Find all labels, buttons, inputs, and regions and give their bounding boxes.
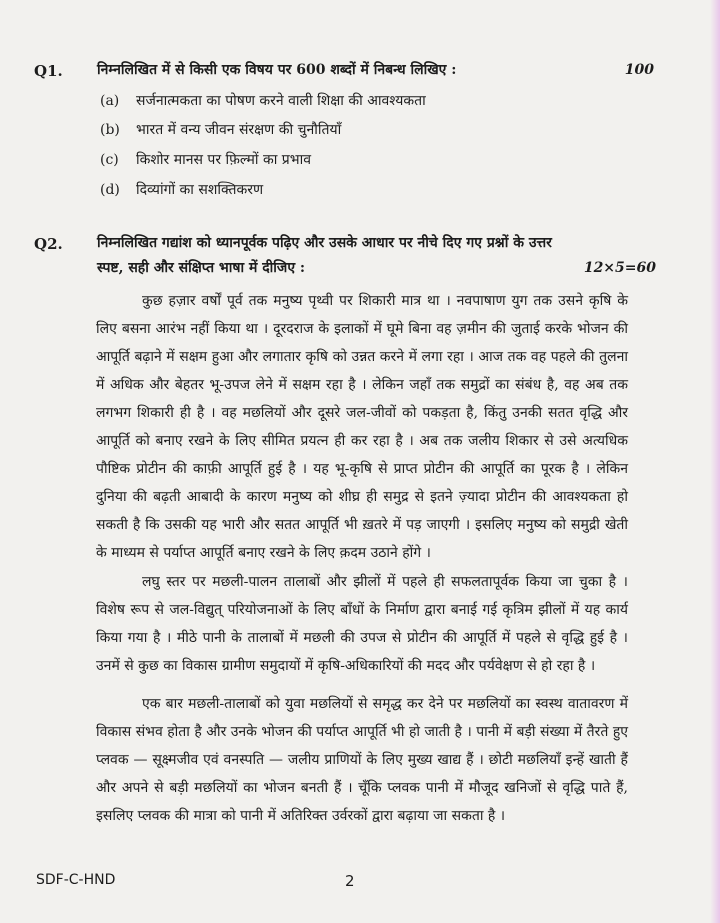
option-text: भारत में वन्य जीवन संरक्षण की चुनौतियाँ <box>136 122 342 138</box>
option-label: (d) <box>100 182 120 198</box>
question-2-marks: 12×5=60 <box>583 260 656 276</box>
question-2-text-line-2: स्पष्ट, सही और संक्षिप्त भाषा में दीजिए : <box>97 260 306 276</box>
question-1-option-c <box>100 150 311 170</box>
question-1-text: निम्नलिखित में से किसी एक विषय पर 600 शब्दों में निबन्ध लिखिए : <box>97 62 457 78</box>
page-edge-shading <box>710 0 720 923</box>
option-label: (c) <box>100 152 119 168</box>
question-2-text-line-1: निम्नलिखित गद्यांश को ध्यानपूर्वक पढ़िए और उसके आधार पर नीचे दिए गए प्रश्नों के उत्तर <box>97 235 552 251</box>
passage-paragraph-3: एक बार मछली-तालाबों को युवा मछलियों से समृद्ध कर देने पर मछलियों का स्वस्थ वातावरण में विकास संभव होता है और उनके भोजन की पर्याप्त आपूर्ति भी हो जाती है । पानी में बड़ी संख्या में तैरते हुए प्लवक — सूक्ष्मजीव एवं वनस्पति — जलीय प्राणियों के लिए मुख्य खाद्य हैं । छोटी मछलियाँ इन्हें खाती हैं और अपने से बड़ी मछलियों का भोजन बनती हैं । चूँकि प्लवक पानी में मौजूद खनिजों से वृद्धि पाते हैं, इसलिए प्लवक की मात्रा को पानी में अतिरिक्त उर्वरकों द्वारा बढ़ाया जा सकता है । <box>96 696 628 824</box>
question-1-marks: 100 <box>624 62 654 78</box>
page-number: 2 <box>345 872 355 890</box>
paper-code: SDF-C-HND <box>36 872 116 888</box>
passage-paragraph-2: लघु स्तर पर मछली-पालन तालाबों और झीलों में पहले ही सफलतापूर्वक किया जा चुका है । विशेष रूप से जल-विद्युत् परियोजनाओं के लिए बाँधों के निर्माण द्वारा बनाई गई कृत्रिम झीलों में यह कार्य किया गया है । मीठे पानी के तालाबों में मछली की उपज से प्रोटीन की आपूर्ति में पहले से वृद्धि हुई है । उनमें से कुछ का विकास ग्रामीण समुदायों में कृषि-अधिकारियों की मदद और पर्यवेक्षण से हो रहा है । <box>96 574 628 674</box>
question-2-number: Q2. <box>34 235 63 253</box>
question-1-number: Q1. <box>34 62 63 80</box>
passage-paragraph-1: कुछ हज़ार वर्षों पूर्व तक मनुष्य पृथ्वी पर शिकारी मात्र था । नवपाषाण युग तक उसने कृषि के लिए बसना आरंभ नहीं किया था । दूरदराज के इलाकों में घूमे बिना वह ज़मीन की जुताई करके भोजन की आपूर्ति बढ़ाने में सक्षम हुआ और लगातार कृषि को उन्नत करने में लगा रहा । आज तक वह पहले की तुलना में अधिक और बेहतर भू-उपज लेने में सक्षम रहा है । लेकिन जहाँ तक समुद्रों का संबंध है, वह अब तक लगभग शिकारी ही है । वह मछलियों और दूसरे जल-जीवों को पकड़ता है, किंतु उनकी सतत वृद्धि और आपूर्ति को बनाए रखने के लिए सीमित प्रयत्न ही कर रहा है । अब तक जलीय शिकार से उसे अत्यधिक पौष्टिक प्रोटीन की काफ़ी आपूर्ति हुई है । यह भू-कृषि से प्राप्त प्रोटीन की आपूर्ति का पूरक है । लेकिन दुनिया की बढ़ती आबादी के कारण मनुष्य को शीघ्र ही समुद्र से इतने ज़्यादा प्रोटीन की आवश्यकता हो सकती है कि उसकी यह भारी और सतत आपूर्ति भी ख़तरे में पड़ जाएगी । इसलिए मनुष्य को समुद्री खेती के माध्यम से पर्याप्त आपूर्ति बनाए रखने के लिए क़दम उठाने होंगे । <box>96 293 628 561</box>
option-text: सर्जनात्मकता का पोषण करने वाली शिक्षा की आवश्यकता <box>136 93 426 109</box>
question-1-option-d <box>100 180 263 200</box>
option-text: दिव्यांगों का सशक्तिकरण <box>136 182 264 198</box>
option-label: (b) <box>100 122 120 138</box>
option-label: (a) <box>100 93 120 109</box>
question-1-option-b <box>100 120 341 140</box>
option-text: किशोर मानस पर फ़िल्मों का प्रभाव <box>136 152 312 168</box>
question-1-option-a <box>100 91 426 111</box>
